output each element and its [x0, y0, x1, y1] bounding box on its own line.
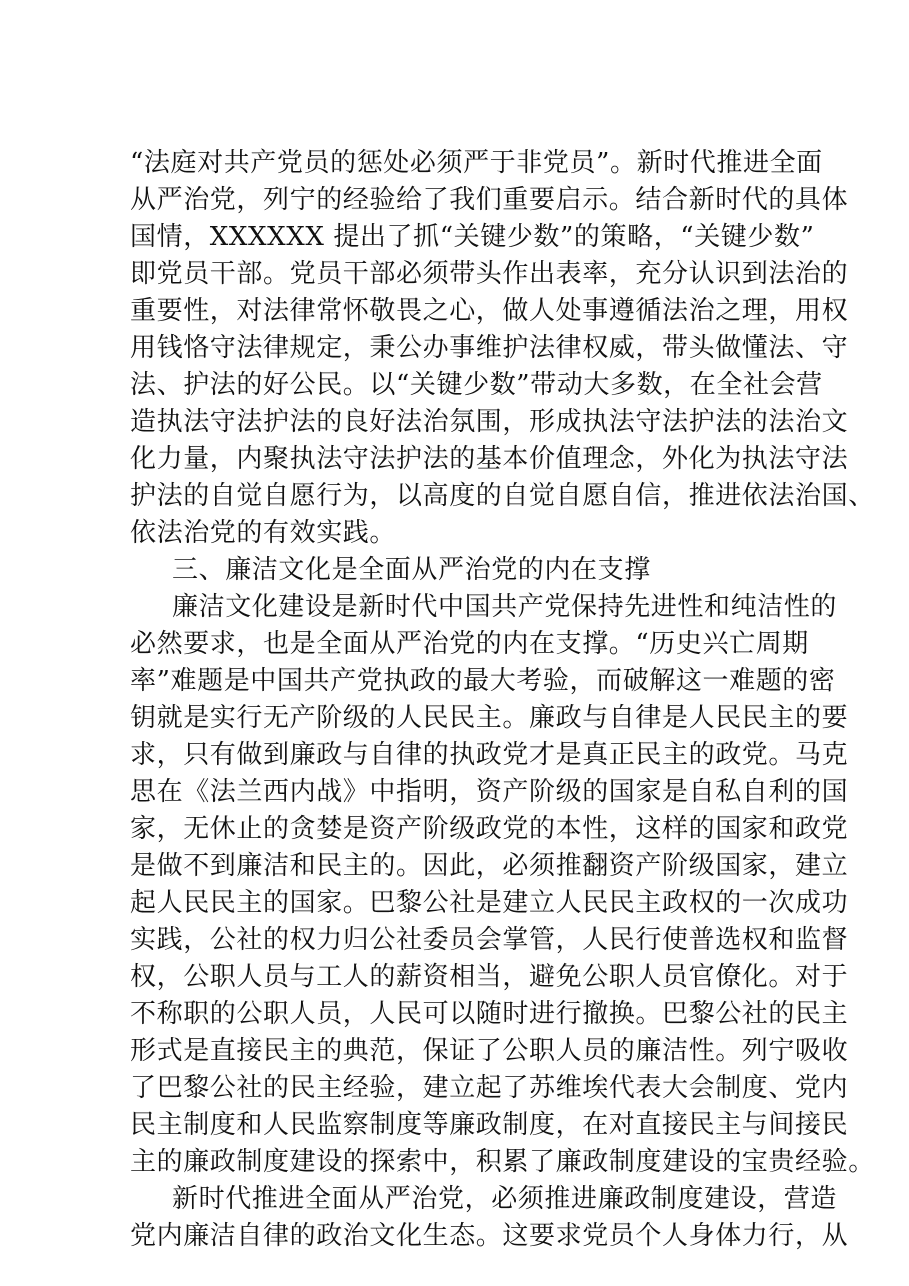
text-line: 钥就是实行无产阶级的人民民主。廉政与自律是人民民主的要	[130, 703, 849, 733]
text-line: 是做不到廉洁和民主的。因此，必须推翻资产阶级国家，建立	[130, 851, 849, 881]
text-line: 廉洁文化建设是新时代中国共产党保持先进性和纯洁性的	[172, 592, 838, 622]
text-line: 思在《法兰西内战》中指明，资产阶级的国家是自私自利的国	[130, 777, 849, 807]
text-line: 实践，公社的权力归公社委员会掌管，人民行使普选权和监督	[130, 925, 849, 955]
text-line: 法、护法的好公民。以“关键少数”带动大多数，在全社会营	[130, 370, 823, 400]
text-line: 权，公职人员与工人的薪资相当，避免公职人员官僚化。对于	[130, 962, 849, 992]
text-line: 党内廉洁自律的政治文化生态。这要求党员个人身体力行，从	[130, 1221, 849, 1251]
text-line: 依法治党的有效实践。	[130, 518, 397, 548]
text-line: 主的廉政制度建设的探索中，积累了廉政制度建设的宝贵经验。	[130, 1147, 875, 1177]
text-line: 造执法守法护法的良好法治氛围，形成执法守法护法的法治文	[130, 407, 849, 437]
text-line: 起人民民主的国家。巴黎公社是建立人民民主政权的一次成功	[130, 888, 849, 918]
section-heading: 三、廉洁文化是全面从严治党的内在支撑	[172, 555, 651, 585]
text-line: 护法的自觉自愿行为，以高度的自觉自愿自信，推进依法治国、	[130, 481, 875, 511]
text-line: 新时代推进全面从严治党，必须推进廉政制度建设，营造	[172, 1184, 838, 1214]
text-line: 国情，XXXXXX 提出了抓“关键少数”的策略，“关键少数”	[130, 222, 815, 252]
text-line: 不称职的公职人员，人民可以随时进行撤换。巴黎公社的民主	[130, 999, 849, 1029]
text-line: 必然要求，也是全面从严治党的内在支撑。“历史兴亡周期	[130, 629, 809, 659]
text-line: 化力量，内聚执法守法护法的基本价值理念，外化为执法守法	[130, 444, 849, 474]
text-line: 家，无休止的贪婪是资产阶级政党的本性，这样的国家和政党	[130, 814, 849, 844]
text-line: 求，只有做到廉政与自律的执政党才是真正民主的政党。马克	[130, 740, 849, 770]
text-line: 民主制度和人民监察制度等廉政制度，在对直接民主与间接民	[130, 1110, 849, 1140]
text-line: 从严治党，列宁的经验给了我们重要启示。结合新时代的具体	[130, 185, 849, 215]
text-line: 率”难题是中国共产党执政的最大考验，而破解这一难题的密	[130, 666, 836, 696]
text-line: 重要性，对法律常怀敬畏之心，做人处事遵循法治之理，用权	[130, 296, 849, 326]
text-line: 用钱恪守法律规定，秉公办事维护法律权威，带头做懂法、守	[130, 333, 849, 363]
text-line: 即党员干部。党员干部必须带头作出表率，充分认识到法治的	[130, 259, 849, 289]
text-line: 了巴黎公社的民主经验，建立起了苏维埃代表大会制度、党内	[130, 1073, 849, 1103]
text-line: “法庭对共产党员的惩处必须严于非党员”。新时代推进全面	[130, 148, 823, 178]
text-line: 形式是直接民主的典范，保证了公职人员的廉洁性。列宁吸收	[130, 1036, 849, 1066]
